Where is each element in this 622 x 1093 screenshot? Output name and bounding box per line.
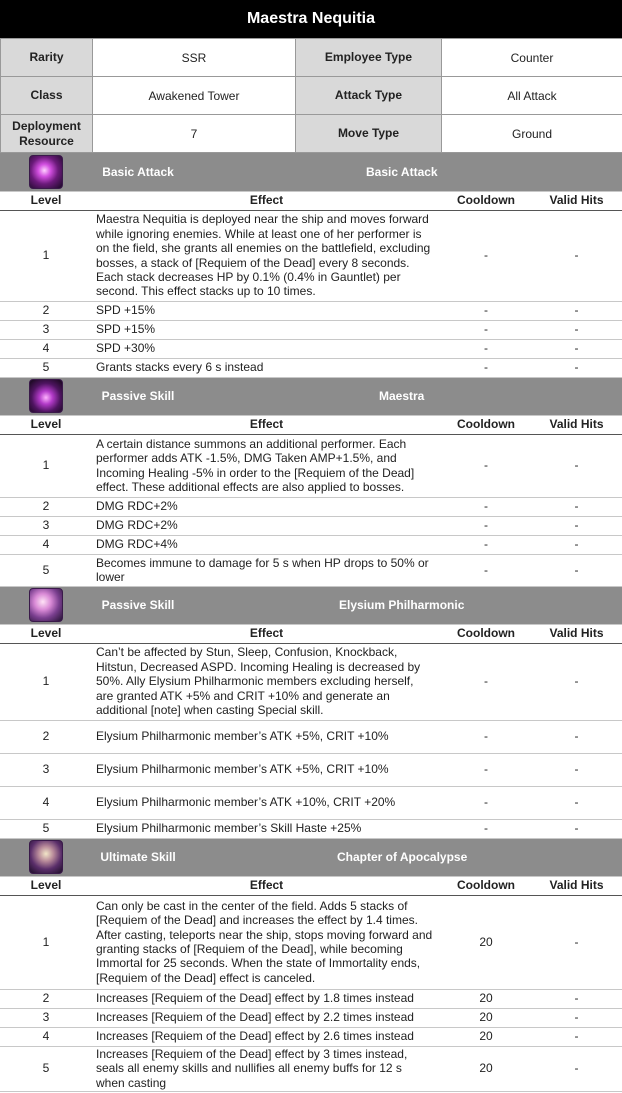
table-row (0, 1027, 622, 1046)
cooldown-cell: - (441, 554, 531, 586)
level-cell: 5 (0, 554, 92, 586)
cooldown-cell: - (441, 339, 531, 358)
info-row (1, 77, 622, 115)
passive-maestra-skill-icon (29, 379, 63, 413)
skill-name-cell (337, 838, 622, 876)
col-level: Level (0, 415, 92, 434)
table-row (0, 210, 622, 301)
hits-cell: - (531, 358, 622, 377)
cooldown-cell: - (441, 819, 531, 838)
col-cooldown: Cooldown (441, 191, 531, 210)
skill-type: Passive Skill (101, 389, 175, 403)
table-row (0, 819, 622, 838)
skill-name-cell (379, 377, 622, 415)
hits-cell: - (531, 720, 622, 753)
cooldown-cell: 20 (441, 1046, 531, 1091)
info-label: Class (1, 77, 93, 115)
hits-cell: - (531, 819, 622, 838)
effect-cell: DMG RDC+2% (92, 516, 441, 535)
skill-header-left (0, 377, 441, 415)
table-row (0, 535, 622, 554)
col-level: Level (0, 191, 92, 210)
column-header-row (0, 191, 622, 210)
cooldown-cell: 20 (441, 1008, 531, 1027)
cooldown-cell: 20 (441, 989, 531, 1008)
cooldown-cell: - (441, 786, 531, 819)
effect-cell: Increases [Requiem of the Dead] effect by 3 times instead, seals all enemy skills and nullifies all enemy buffs for 12 s when casting (92, 1046, 441, 1091)
col-level: Level (0, 876, 92, 895)
column-header-row (0, 624, 622, 643)
page-title: Maestra Nequitia (0, 0, 622, 38)
level-cell: 5 (0, 358, 92, 377)
table-row (0, 1008, 622, 1027)
hits-cell: - (531, 301, 622, 320)
table-row (0, 554, 622, 586)
info-row (1, 115, 622, 153)
hits-cell: - (531, 1046, 622, 1091)
table-row (0, 434, 622, 497)
effect-cell: SPD +15% (92, 301, 441, 320)
level-cell: 3 (0, 1008, 92, 1027)
col-effect: Effect (92, 876, 441, 895)
level-cell: 1 (0, 643, 92, 720)
level-cell: 4 (0, 339, 92, 358)
skill-type: Ultimate Skill (100, 850, 176, 864)
skill-icon-wrap (0, 588, 92, 622)
cooldown-cell: - (441, 753, 531, 786)
level-cell: 4 (0, 1027, 92, 1046)
info-row (1, 39, 622, 77)
table-row (0, 320, 622, 339)
effect-cell: Maestra Nequitia is deployed near the ship and moves forward while ignoring enemies. While at least one of her performer is on the field, she grants all enemies on the battlefield, excluding bosses, a stack of [Requiem of the Dead] every 8 seconds. Each stack decreases HP by 0.1% (0.4% in Gauntlet) per second. This effect stacks up to 10 times. (92, 210, 441, 301)
effect-cell: Increases [Requiem of the Dead] effect by 1.8 times instead (92, 989, 441, 1008)
hits-cell: - (531, 643, 622, 720)
table-row (0, 989, 622, 1008)
level-cell: 1 (0, 434, 92, 497)
effect-cell: DMG RDC+2% (92, 497, 441, 516)
cooldown-cell: - (441, 301, 531, 320)
info-label: Rarity (1, 39, 93, 77)
col-hits: Valid Hits (531, 415, 622, 434)
cooldown-cell: 20 (441, 895, 531, 989)
hits-cell: - (531, 516, 622, 535)
effect-cell: Elysium Philharmonic member’s ATK +10%, CRIT +20% (92, 786, 441, 819)
level-cell: 2 (0, 497, 92, 516)
table-row (0, 358, 622, 377)
col-effect: Effect (92, 415, 441, 434)
cooldown-cell: - (441, 516, 531, 535)
skill-header (0, 377, 622, 415)
level-cell: 3 (0, 320, 92, 339)
effect-cell: Increases [Requiem of the Dead] effect by 2.6 times instead (92, 1027, 441, 1046)
level-cell: 2 (0, 989, 92, 1008)
info-value: Awakened Tower (93, 77, 296, 115)
level-cell: 2 (0, 720, 92, 753)
effect-cell: Elysium Philharmonic member’s Skill Haste +25% (92, 819, 441, 838)
effect-cell: Elysium Philharmonic member’s ATK +5%, CRIT +10% (92, 720, 441, 753)
cooldown-cell: - (441, 643, 531, 720)
skill-type: Passive Skill (101, 598, 175, 612)
table-row (0, 753, 622, 786)
effect-cell: DMG RDC+4% (92, 535, 441, 554)
ultimate-skill-icon (29, 840, 63, 874)
column-header-row (0, 415, 622, 434)
col-effect: Effect (92, 191, 441, 210)
level-cell: 4 (0, 535, 92, 554)
table-row (0, 497, 622, 516)
table-row (0, 1046, 622, 1091)
skills-table (0, 153, 622, 1092)
info-value: SSR (93, 39, 296, 77)
info-label: Attack Type (296, 77, 442, 115)
level-cell: 5 (0, 1046, 92, 1091)
hits-cell: - (531, 320, 622, 339)
table-row (0, 643, 622, 720)
cooldown-cell: - (441, 535, 531, 554)
level-cell: 2 (0, 301, 92, 320)
col-cooldown: Cooldown (441, 624, 531, 643)
cooldown-cell: 20 (441, 1027, 531, 1046)
col-cooldown: Cooldown (441, 415, 531, 434)
cooldown-cell: - (441, 497, 531, 516)
hits-cell: - (531, 989, 622, 1008)
effect-cell: SPD +15% (92, 320, 441, 339)
info-label: Move Type (296, 115, 442, 153)
info-value: Counter (442, 39, 622, 77)
hits-cell: - (531, 895, 622, 989)
table-row (0, 301, 622, 320)
info-value: All Attack (442, 77, 622, 115)
table-row (0, 720, 622, 753)
hits-cell: - (531, 434, 622, 497)
effect-cell: SPD +30% (92, 339, 441, 358)
col-hits: Valid Hits (531, 191, 622, 210)
skill-icon-wrap (0, 379, 92, 413)
level-cell: 1 (0, 895, 92, 989)
level-cell: 5 (0, 819, 92, 838)
cooldown-cell: - (441, 358, 531, 377)
col-cooldown: Cooldown (441, 876, 531, 895)
hits-cell: - (531, 339, 622, 358)
hits-cell: - (531, 535, 622, 554)
col-hits: Valid Hits (531, 876, 622, 895)
skill-name: Elysium Philharmonic (339, 597, 465, 612)
skill-icon-wrap (0, 840, 92, 874)
skill-name-cell (339, 586, 622, 624)
table-row (0, 895, 622, 989)
skill-header (0, 586, 622, 624)
effect-cell: Grants stacks every 6 s instead (92, 358, 441, 377)
cooldown-cell: - (441, 210, 531, 301)
skill-name: Basic Attack (366, 164, 438, 179)
cooldown-cell: - (441, 320, 531, 339)
col-hits: Valid Hits (531, 624, 622, 643)
hits-cell: - (531, 554, 622, 586)
table-row (0, 516, 622, 535)
cooldown-cell: - (441, 720, 531, 753)
table-row (0, 339, 622, 358)
basic-attack-skill-icon (29, 155, 63, 189)
skill-header (0, 153, 622, 191)
level-cell: 1 (0, 210, 92, 301)
info-label: Employee Type (296, 39, 442, 77)
table-row (0, 786, 622, 819)
level-cell: 3 (0, 753, 92, 786)
effect-cell: Elysium Philharmonic member’s ATK +5%, CRIT +10% (92, 753, 441, 786)
skill-name: Maestra (379, 388, 425, 403)
hits-cell: - (531, 497, 622, 516)
info-label: Deployment Resource (1, 115, 93, 153)
info-table (0, 38, 622, 153)
hits-cell: - (531, 753, 622, 786)
info-value: 7 (93, 115, 296, 153)
skill-name: Chapter of Apocalypse (337, 849, 468, 864)
hits-cell: - (531, 1027, 622, 1046)
column-header-row (0, 876, 622, 895)
skill-name-cell (366, 153, 622, 191)
hits-cell: - (531, 786, 622, 819)
level-cell: 3 (0, 516, 92, 535)
skill-type: Basic Attack (102, 164, 174, 179)
hits-cell: - (531, 1008, 622, 1027)
skill-icon-wrap (0, 155, 92, 189)
effect-cell: Increases [Requiem of the Dead] effect by 2.2 times instead (92, 1008, 441, 1027)
effect-cell: Can only be cast in the center of the field. Adds 5 stacks of [Requiem of the Dead] and increases the effect by 1.4 times. After casting, teleports near the ship, stops moving forward and granting stacks of [Requiem of the Dead], while becoming Immortal for 25 seconds. When the state of Immortality ends, [Requiem of the Dead] effect is canceled. (92, 895, 441, 989)
col-effect: Effect (92, 624, 441, 643)
hits-cell: - (531, 210, 622, 301)
col-level: Level (0, 624, 92, 643)
passive-elysium-skill-icon (29, 588, 63, 622)
effect-cell: Becomes immune to damage for 5 s when HP drops to 50% or lower (92, 554, 441, 586)
skill-header (0, 838, 622, 876)
cooldown-cell: - (441, 434, 531, 497)
effect-cell: A certain distance summons an additional performer. Each performer adds ATK -1.5%, DMG Taken AMP+1.5%, and Incoming Healing -5% in order to the [Requiem of the Dead] effect. These additional effects are also applied to bosses. (92, 434, 441, 497)
effect-cell: Can’t be affected by Stun, Sleep, Confusion, Knockback, Hitstun, Decreased ASPD. Incoming Healing is decreased by 50%. Ally Elysium Philharmonic members excluding herself, are granted ATK +5% and CRIT +10% and generate an additional [note] when casting Special skill. (92, 643, 441, 720)
info-value: Ground (442, 115, 622, 153)
level-cell: 4 (0, 786, 92, 819)
